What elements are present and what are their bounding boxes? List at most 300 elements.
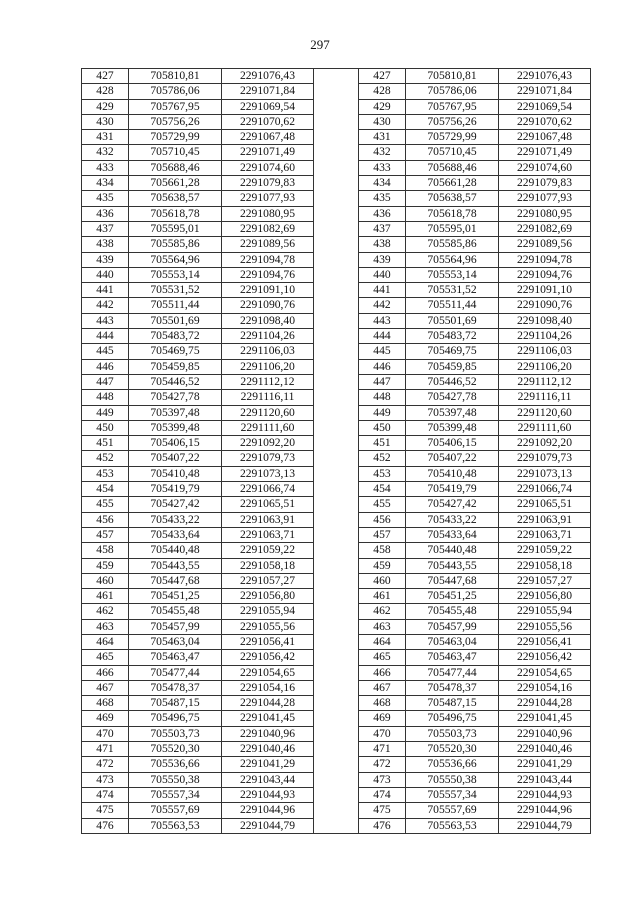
- left-x-coordinate-cell: 705638,57: [129, 191, 222, 206]
- table-row: [82, 558, 591, 573]
- left-point-number-cell: 428: [82, 84, 129, 99]
- right-x-coordinate-cell: 705410,48: [406, 466, 499, 481]
- column-gap: [314, 451, 359, 466]
- right-y-coordinate-cell: 2291059,22: [499, 543, 591, 558]
- column-gap: [314, 497, 359, 512]
- table-row: [82, 757, 591, 772]
- right-x-coordinate-cell: 705496,75: [406, 711, 499, 726]
- left-point-number-cell: 427: [82, 69, 129, 84]
- left-x-coordinate-cell: 705585,86: [129, 237, 222, 252]
- right-y-coordinate-cell: 2291080,95: [499, 206, 591, 221]
- left-point-number-cell: 446: [82, 359, 129, 374]
- table-row: [82, 359, 591, 374]
- right-y-coordinate-cell: 2291092,20: [499, 436, 591, 451]
- column-gap: [314, 283, 359, 298]
- left-y-coordinate-cell: 2291054,16: [222, 680, 314, 695]
- table-row: [82, 742, 591, 757]
- left-x-coordinate-cell: 705427,78: [129, 390, 222, 405]
- left-point-number-cell: 457: [82, 527, 129, 542]
- column-gap: [314, 221, 359, 236]
- left-y-coordinate-cell: 2291056,41: [222, 634, 314, 649]
- right-y-coordinate-cell: 2291040,46: [499, 742, 591, 757]
- right-point-number-cell: 468: [359, 696, 406, 711]
- left-point-number-cell: 461: [82, 589, 129, 604]
- right-y-coordinate-cell: 2291074,60: [499, 160, 591, 175]
- right-x-coordinate-cell: 705638,57: [406, 191, 499, 206]
- column-gap: [314, 650, 359, 665]
- right-x-coordinate-cell: 705585,86: [406, 237, 499, 252]
- column-gap: [314, 742, 359, 757]
- right-x-coordinate-cell: 705688,46: [406, 160, 499, 175]
- right-x-coordinate-cell: 705511,44: [406, 298, 499, 313]
- right-y-coordinate-cell: 2291056,80: [499, 589, 591, 604]
- left-point-number-cell: 466: [82, 665, 129, 680]
- right-point-number-cell: 464: [359, 634, 406, 649]
- right-x-coordinate-cell: 705459,85: [406, 359, 499, 374]
- table-row: [82, 711, 591, 726]
- right-x-coordinate-cell: 705661,28: [406, 176, 499, 191]
- left-x-coordinate-cell: 705618,78: [129, 206, 222, 221]
- left-y-coordinate-cell: 2291056,80: [222, 589, 314, 604]
- left-y-coordinate-cell: 2291089,56: [222, 237, 314, 252]
- right-point-number-cell: 440: [359, 267, 406, 282]
- right-point-number-cell: 445: [359, 344, 406, 359]
- left-y-coordinate-cell: 2291094,76: [222, 267, 314, 282]
- right-x-coordinate-cell: 705557,69: [406, 803, 499, 818]
- right-x-coordinate-cell: 705477,44: [406, 665, 499, 680]
- left-x-coordinate-cell: 705446,52: [129, 374, 222, 389]
- left-point-number-cell: 474: [82, 787, 129, 802]
- column-gap: [314, 130, 359, 145]
- left-point-number-cell: 452: [82, 451, 129, 466]
- right-x-coordinate-cell: 705501,69: [406, 313, 499, 328]
- left-point-number-cell: 447: [82, 374, 129, 389]
- column-gap: [314, 680, 359, 695]
- right-y-coordinate-cell: 2291106,20: [499, 359, 591, 374]
- right-y-coordinate-cell: 2291058,18: [499, 558, 591, 573]
- right-point-number-cell: 429: [359, 99, 406, 114]
- table-row: [82, 145, 591, 160]
- column-gap: [314, 420, 359, 435]
- right-y-coordinate-cell: 2291104,26: [499, 329, 591, 344]
- right-y-coordinate-cell: 2291063,71: [499, 527, 591, 542]
- left-point-number-cell: 463: [82, 619, 129, 634]
- column-gap: [314, 604, 359, 619]
- left-y-coordinate-cell: 2291065,51: [222, 497, 314, 512]
- right-y-coordinate-cell: 2291069,54: [499, 99, 591, 114]
- left-y-coordinate-cell: 2291056,42: [222, 650, 314, 665]
- right-x-coordinate-cell: 705427,78: [406, 390, 499, 405]
- table-row: [82, 573, 591, 588]
- column-gap: [314, 176, 359, 191]
- right-point-number-cell: 459: [359, 558, 406, 573]
- column-gap: [314, 390, 359, 405]
- column-gap: [314, 589, 359, 604]
- left-point-number-cell: 448: [82, 390, 129, 405]
- table-row: [82, 696, 591, 711]
- left-y-coordinate-cell: 2291069,54: [222, 99, 314, 114]
- left-x-coordinate-cell: 705553,14: [129, 267, 222, 282]
- column-gap: [314, 313, 359, 328]
- left-y-coordinate-cell: 2291077,93: [222, 191, 314, 206]
- left-y-coordinate-cell: 2291094,78: [222, 252, 314, 267]
- right-y-coordinate-cell: 2291091,10: [499, 283, 591, 298]
- table-row: [82, 390, 591, 405]
- right-x-coordinate-cell: 705397,48: [406, 405, 499, 420]
- right-point-number-cell: 470: [359, 726, 406, 741]
- right-point-number-cell: 456: [359, 512, 406, 527]
- left-point-number-cell: 462: [82, 604, 129, 619]
- left-y-coordinate-cell: 2291070,62: [222, 114, 314, 129]
- right-y-coordinate-cell: 2291070,62: [499, 114, 591, 129]
- table-row: [82, 634, 591, 649]
- right-y-coordinate-cell: 2291054,16: [499, 680, 591, 695]
- left-point-number-cell: 467: [82, 680, 129, 695]
- table-row: [82, 726, 591, 741]
- right-point-number-cell: 467: [359, 680, 406, 695]
- left-y-coordinate-cell: 2291076,43: [222, 69, 314, 84]
- right-point-number-cell: 449: [359, 405, 406, 420]
- right-point-number-cell: 434: [359, 176, 406, 191]
- left-x-coordinate-cell: 705451,25: [129, 589, 222, 604]
- left-point-number-cell: 459: [82, 558, 129, 573]
- right-point-number-cell: 427: [359, 69, 406, 84]
- right-y-coordinate-cell: 2291089,56: [499, 237, 591, 252]
- right-point-number-cell: 453: [359, 466, 406, 481]
- left-x-coordinate-cell: 705520,30: [129, 742, 222, 757]
- table-row: [82, 772, 591, 787]
- left-y-coordinate-cell: 2291120,60: [222, 405, 314, 420]
- right-y-coordinate-cell: 2291090,76: [499, 298, 591, 313]
- table-row: [82, 650, 591, 665]
- column-gap: [314, 803, 359, 818]
- left-point-number-cell: 431: [82, 130, 129, 145]
- left-x-coordinate-cell: 705447,68: [129, 573, 222, 588]
- table-row: [82, 69, 591, 84]
- left-y-coordinate-cell: 2291090,76: [222, 298, 314, 313]
- table-row: [82, 84, 591, 99]
- right-x-coordinate-cell: 705463,47: [406, 650, 499, 665]
- right-y-coordinate-cell: 2291057,27: [499, 573, 591, 588]
- left-y-coordinate-cell: 2291104,26: [222, 329, 314, 344]
- column-gap: [314, 252, 359, 267]
- right-point-number-cell: 450: [359, 420, 406, 435]
- right-y-coordinate-cell: 2291054,65: [499, 665, 591, 680]
- right-point-number-cell: 437: [359, 221, 406, 236]
- left-x-coordinate-cell: 705419,79: [129, 482, 222, 497]
- right-point-number-cell: 435: [359, 191, 406, 206]
- left-y-coordinate-cell: 2291106,20: [222, 359, 314, 374]
- column-gap: [314, 543, 359, 558]
- right-point-number-cell: 455: [359, 497, 406, 512]
- left-x-coordinate-cell: 705477,44: [129, 665, 222, 680]
- table-row: [82, 589, 591, 604]
- left-x-coordinate-cell: 705459,85: [129, 359, 222, 374]
- right-y-coordinate-cell: 2291067,48: [499, 130, 591, 145]
- right-y-coordinate-cell: 2291071,84: [499, 84, 591, 99]
- left-point-number-cell: 451: [82, 436, 129, 451]
- left-point-number-cell: 454: [82, 482, 129, 497]
- table-row: [82, 803, 591, 818]
- left-point-number-cell: 435: [82, 191, 129, 206]
- table-row: [82, 436, 591, 451]
- table-row: [82, 405, 591, 420]
- right-point-number-cell: 432: [359, 145, 406, 160]
- left-x-coordinate-cell: 705443,55: [129, 558, 222, 573]
- right-point-number-cell: 460: [359, 573, 406, 588]
- table-row: [82, 818, 591, 833]
- right-y-coordinate-cell: 2291079,83: [499, 176, 591, 191]
- left-point-number-cell: 473: [82, 772, 129, 787]
- right-x-coordinate-cell: 705550,38: [406, 772, 499, 787]
- right-point-number-cell: 469: [359, 711, 406, 726]
- right-x-coordinate-cell: 705399,48: [406, 420, 499, 435]
- left-x-coordinate-cell: 705767,95: [129, 99, 222, 114]
- right-y-coordinate-cell: 2291094,78: [499, 252, 591, 267]
- right-y-coordinate-cell: 2291055,56: [499, 619, 591, 634]
- left-x-coordinate-cell: 705531,52: [129, 283, 222, 298]
- left-point-number-cell: 460: [82, 573, 129, 588]
- left-point-number-cell: 471: [82, 742, 129, 757]
- right-point-number-cell: 433: [359, 160, 406, 175]
- left-point-number-cell: 472: [82, 757, 129, 772]
- right-y-coordinate-cell: 2291082,69: [499, 221, 591, 236]
- table-row: [82, 619, 591, 634]
- left-x-coordinate-cell: 705564,96: [129, 252, 222, 267]
- left-y-coordinate-cell: 2291041,29: [222, 757, 314, 772]
- column-gap: [314, 160, 359, 175]
- table-row: [82, 283, 591, 298]
- right-point-number-cell: 431: [359, 130, 406, 145]
- right-point-number-cell: 443: [359, 313, 406, 328]
- left-point-number-cell: 445: [82, 344, 129, 359]
- right-point-number-cell: 473: [359, 772, 406, 787]
- left-point-number-cell: 450: [82, 420, 129, 435]
- left-y-coordinate-cell: 2291092,20: [222, 436, 314, 451]
- left-point-number-cell: 464: [82, 634, 129, 649]
- right-y-coordinate-cell: 2291056,42: [499, 650, 591, 665]
- right-x-coordinate-cell: 705563,53: [406, 818, 499, 833]
- left-x-coordinate-cell: 705457,99: [129, 619, 222, 634]
- right-x-coordinate-cell: 705487,15: [406, 696, 499, 711]
- right-x-coordinate-cell: 705483,72: [406, 329, 499, 344]
- left-y-coordinate-cell: 2291066,74: [222, 482, 314, 497]
- left-y-coordinate-cell: 2291071,84: [222, 84, 314, 99]
- left-y-coordinate-cell: 2291111,60: [222, 420, 314, 435]
- left-y-coordinate-cell: 2291044,93: [222, 787, 314, 802]
- left-point-number-cell: 449: [82, 405, 129, 420]
- left-x-coordinate-cell: 705563,53: [129, 818, 222, 833]
- left-x-coordinate-cell: 705810,81: [129, 69, 222, 84]
- right-y-coordinate-cell: 2291055,94: [499, 604, 591, 619]
- table-row: [82, 267, 591, 282]
- right-x-coordinate-cell: 705710,45: [406, 145, 499, 160]
- table-row: [82, 374, 591, 389]
- table-row: [82, 512, 591, 527]
- column-gap: [314, 558, 359, 573]
- left-point-number-cell: 430: [82, 114, 129, 129]
- column-gap: [314, 573, 359, 588]
- right-y-coordinate-cell: 2291044,93: [499, 787, 591, 802]
- column-gap: [314, 405, 359, 420]
- left-point-number-cell: 436: [82, 206, 129, 221]
- table-row: [82, 298, 591, 313]
- left-point-number-cell: 465: [82, 650, 129, 665]
- left-y-coordinate-cell: 2291071,49: [222, 145, 314, 160]
- column-gap: [314, 466, 359, 481]
- right-point-number-cell: 458: [359, 543, 406, 558]
- left-x-coordinate-cell: 705410,48: [129, 466, 222, 481]
- left-point-number-cell: 470: [82, 726, 129, 741]
- table-row: [82, 482, 591, 497]
- column-gap: [314, 634, 359, 649]
- column-gap: [314, 619, 359, 634]
- left-point-number-cell: 439: [82, 252, 129, 267]
- left-y-coordinate-cell: 2291063,71: [222, 527, 314, 542]
- table-row: [82, 191, 591, 206]
- left-point-number-cell: 456: [82, 512, 129, 527]
- left-y-coordinate-cell: 2291116,11: [222, 390, 314, 405]
- table-row: [82, 665, 591, 680]
- left-y-coordinate-cell: 2291082,69: [222, 221, 314, 236]
- right-y-coordinate-cell: 2291111,60: [499, 420, 591, 435]
- right-x-coordinate-cell: 705443,55: [406, 558, 499, 573]
- left-y-coordinate-cell: 2291040,46: [222, 742, 314, 757]
- right-point-number-cell: 442: [359, 298, 406, 313]
- column-gap: [314, 665, 359, 680]
- column-gap: [314, 84, 359, 99]
- right-y-coordinate-cell: 2291116,11: [499, 390, 591, 405]
- left-x-coordinate-cell: 705503,73: [129, 726, 222, 741]
- left-x-coordinate-cell: 705469,75: [129, 344, 222, 359]
- right-y-coordinate-cell: 2291063,91: [499, 512, 591, 527]
- right-y-coordinate-cell: 2291106,03: [499, 344, 591, 359]
- right-y-coordinate-cell: 2291071,49: [499, 145, 591, 160]
- table-row: [82, 221, 591, 236]
- right-x-coordinate-cell: 705419,79: [406, 482, 499, 497]
- left-point-number-cell: 433: [82, 160, 129, 175]
- right-x-coordinate-cell: 705446,52: [406, 374, 499, 389]
- right-point-number-cell: 471: [359, 742, 406, 757]
- right-x-coordinate-cell: 705520,30: [406, 742, 499, 757]
- left-y-coordinate-cell: 2291054,65: [222, 665, 314, 680]
- left-x-coordinate-cell: 705661,28: [129, 176, 222, 191]
- right-x-coordinate-cell: 705557,34: [406, 787, 499, 802]
- table-row: [82, 114, 591, 129]
- right-x-coordinate-cell: 705433,64: [406, 527, 499, 542]
- right-y-coordinate-cell: 2291044,28: [499, 696, 591, 711]
- column-gap: [314, 527, 359, 542]
- left-point-number-cell: 475: [82, 803, 129, 818]
- right-x-coordinate-cell: 705503,73: [406, 726, 499, 741]
- column-gap: [314, 772, 359, 787]
- column-gap: [314, 757, 359, 772]
- right-x-coordinate-cell: 705536,66: [406, 757, 499, 772]
- right-x-coordinate-cell: 705406,15: [406, 436, 499, 451]
- column-gap: [314, 482, 359, 497]
- column-gap: [314, 818, 359, 833]
- right-x-coordinate-cell: 705469,75: [406, 344, 499, 359]
- right-point-number-cell: 472: [359, 757, 406, 772]
- right-x-coordinate-cell: 705553,14: [406, 267, 499, 282]
- left-y-coordinate-cell: 2291044,79: [222, 818, 314, 833]
- right-y-coordinate-cell: 2291056,41: [499, 634, 591, 649]
- left-x-coordinate-cell: 705399,48: [129, 420, 222, 435]
- table-row: [82, 497, 591, 512]
- right-x-coordinate-cell: 705767,95: [406, 99, 499, 114]
- right-point-number-cell: 447: [359, 374, 406, 389]
- right-y-coordinate-cell: 2291120,60: [499, 405, 591, 420]
- right-point-number-cell: 452: [359, 451, 406, 466]
- column-gap: [314, 436, 359, 451]
- left-y-coordinate-cell: 2291112,12: [222, 374, 314, 389]
- right-y-coordinate-cell: 2291044,96: [499, 803, 591, 818]
- left-x-coordinate-cell: 705483,72: [129, 329, 222, 344]
- table-row: [82, 604, 591, 619]
- right-x-coordinate-cell: 705427,42: [406, 497, 499, 512]
- column-gap: [314, 298, 359, 313]
- left-point-number-cell: 469: [82, 711, 129, 726]
- left-point-number-cell: 434: [82, 176, 129, 191]
- table-row: [82, 160, 591, 175]
- right-y-coordinate-cell: 2291094,76: [499, 267, 591, 282]
- right-x-coordinate-cell: 705618,78: [406, 206, 499, 221]
- right-point-number-cell: 436: [359, 206, 406, 221]
- left-x-coordinate-cell: 705756,26: [129, 114, 222, 129]
- right-point-number-cell: 439: [359, 252, 406, 267]
- left-x-coordinate-cell: 705455,48: [129, 604, 222, 619]
- left-point-number-cell: 441: [82, 283, 129, 298]
- left-y-coordinate-cell: 2291080,95: [222, 206, 314, 221]
- left-y-coordinate-cell: 2291073,13: [222, 466, 314, 481]
- right-point-number-cell: 475: [359, 803, 406, 818]
- left-point-number-cell: 468: [82, 696, 129, 711]
- right-y-coordinate-cell: 2291076,43: [499, 69, 591, 84]
- right-y-coordinate-cell: 2291043,44: [499, 772, 591, 787]
- column-gap: [314, 359, 359, 374]
- left-x-coordinate-cell: 705595,01: [129, 221, 222, 236]
- right-x-coordinate-cell: 705457,99: [406, 619, 499, 634]
- table-row: [82, 466, 591, 481]
- left-x-coordinate-cell: 705501,69: [129, 313, 222, 328]
- column-gap: [314, 267, 359, 282]
- left-y-coordinate-cell: 2291067,48: [222, 130, 314, 145]
- right-point-number-cell: 451: [359, 436, 406, 451]
- left-x-coordinate-cell: 705406,15: [129, 436, 222, 451]
- right-x-coordinate-cell: 705440,48: [406, 543, 499, 558]
- right-point-number-cell: 474: [359, 787, 406, 802]
- left-x-coordinate-cell: 705478,37: [129, 680, 222, 695]
- right-y-coordinate-cell: 2291112,12: [499, 374, 591, 389]
- left-x-coordinate-cell: 705710,45: [129, 145, 222, 160]
- right-x-coordinate-cell: 705455,48: [406, 604, 499, 619]
- right-point-number-cell: 441: [359, 283, 406, 298]
- table-row: [82, 237, 591, 252]
- right-x-coordinate-cell: 705447,68: [406, 573, 499, 588]
- right-x-coordinate-cell: 705407,22: [406, 451, 499, 466]
- right-y-coordinate-cell: 2291040,96: [499, 726, 591, 741]
- right-point-number-cell: 448: [359, 390, 406, 405]
- table-row: [82, 527, 591, 542]
- left-y-coordinate-cell: 2291091,10: [222, 283, 314, 298]
- right-y-coordinate-cell: 2291065,51: [499, 497, 591, 512]
- right-x-coordinate-cell: 705595,01: [406, 221, 499, 236]
- left-point-number-cell: 429: [82, 99, 129, 114]
- left-x-coordinate-cell: 705487,15: [129, 696, 222, 711]
- left-x-coordinate-cell: 705557,69: [129, 803, 222, 818]
- right-y-coordinate-cell: 2291077,93: [499, 191, 591, 206]
- table-row: [82, 420, 591, 435]
